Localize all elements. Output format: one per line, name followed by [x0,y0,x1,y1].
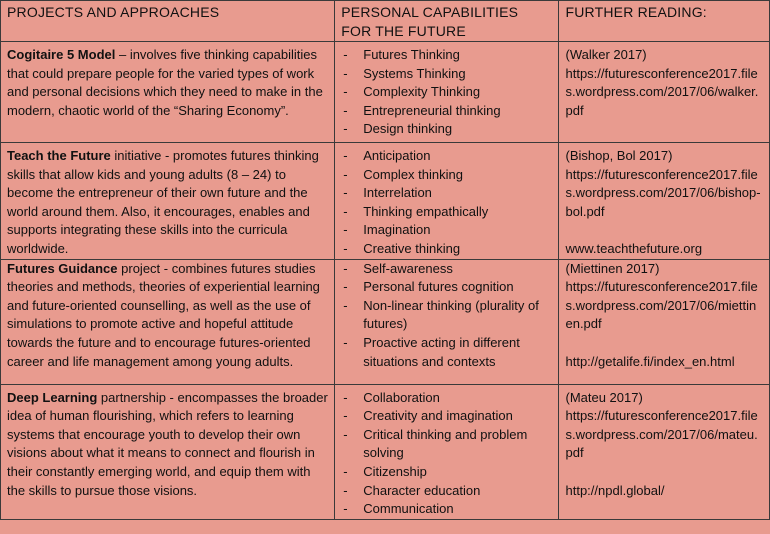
reading-cell [559,143,770,260]
capability-item: - Futures Thinking [341,46,552,65]
capabilities-cell [335,42,559,143]
header-capabilities-line1: PERSONAL CAPABILITIES [341,4,519,20]
header-capabilities-line2: FOR THE FUTURE [341,22,466,39]
capabilities-cell [335,143,559,260]
header-projects: PROJECTS AND APPROACHES [1,1,335,42]
reading-link[interactable]: https://futuresconference2017.files.wordpress.com/2017/06/bishop-bol.pdf [565,166,761,219]
reading-cell [559,259,770,384]
capability-item: - Complexity Thinking [341,83,552,102]
table-row [1,259,770,384]
project-cell [1,143,335,260]
project-cell [1,42,335,143]
project-description: – involves five thinking capabilities that could prepare people for the varied types of work and personal decisions which they need to make in the modern, chaotic world of the “Sharing Economy”. [7,47,323,118]
citation: (Walker 2017) [565,47,647,62]
capabilities-list [341,46,552,139]
capability-item: - Interrelation [341,184,552,203]
capability-item: - Design thinking [341,120,552,139]
reading-link[interactable]: https://futuresconference2017.files.wordpress.com/2017/06/walker.pdf [565,65,759,118]
capability-item: - Communication [341,500,552,519]
project-description: initiative - promotes futures thinking skills that allow kids and young adults (8 – 24) to become the entrepreneur of their own future and the world around them. Also, it encourages, enables and supports integrating these skills into the curricula worldwide. [7,148,319,256]
project-name: Teach the Future [7,148,111,163]
capabilities-list [341,147,552,259]
capability-item: - Imagination [341,221,552,240]
header-reading: FURTHER READING: [559,1,770,42]
capability-item: - Complex thinking [341,166,552,185]
citation: (Mateu 2017) [565,389,643,405]
project-cell [1,259,335,384]
capability-item: - Proactive acting in different situations and contexts [341,334,552,371]
capabilities-cell [335,259,559,384]
reading-link[interactable]: https://futuresconference2017.files.wordpress.com/2017/06/mateu.pdf [565,408,758,461]
capability-item: - Collaboration [341,389,552,408]
project-description: partnership - encompasses the broader idea of human flourishing, which refers to learning systems that encourage youth to develop their own visions about what it means to connect and flourish in their constantly emerging world, and equip them with the skills to pursue those visions. [7,389,328,498]
table-row [1,42,770,143]
header-capabilities [335,1,559,42]
website-link[interactable]: http://getalife.fi/index_en.html [565,353,735,369]
capability-item: - Critical thinking and problem solving [341,426,552,463]
reading-link[interactable]: https://futuresconference2017.files.wordpress.com/2017/06/miettinen.pdf [565,279,758,332]
capability-item: - Systems Thinking [341,65,552,84]
capabilities-list [341,389,552,519]
capability-item: - Anticipation [341,147,552,166]
reading-cell [559,384,770,519]
project-name: Cogitaire 5 Model [7,47,116,62]
project-name: Futures Guidance [7,260,118,276]
capability-item: - Creative thinking [341,240,552,259]
reading-cell [559,42,770,143]
capability-item: - Personal futures cognition [341,278,552,297]
capability-item: - Character education [341,482,552,501]
header-row [1,1,770,42]
table-row [1,143,770,260]
capabilities-cell [335,384,559,519]
project-description: project - combines futures studies theories and methods, theories of experiential learning and future-oriented counselling, as well as the use of simulations to promote active and hopeful attitude towards the future and to encourage futures-oriented career and life management among young adults. [7,260,320,369]
website-link[interactable]: http://npdl.global/ [565,482,665,498]
capability-item: - Citizenship [341,463,552,482]
capability-item: - Entrepreneurial thinking [341,102,552,121]
citation: (Bishop, Bol 2017) [565,148,673,163]
website-link[interactable]: www.teachthefuture.org [565,240,703,256]
table-row [1,384,770,519]
project-name: Deep Learning [7,389,98,405]
capability-item: - Creativity and imagination [341,407,552,426]
capability-item: - Thinking empathically [341,203,552,222]
capabilities-list [341,260,552,372]
citation: (Miettinen 2017) [565,260,660,276]
project-cell [1,384,335,519]
capability-item: - Self-awareness [341,260,552,279]
capability-item: - Non-linear thinking (plurality of futures) [341,297,552,334]
